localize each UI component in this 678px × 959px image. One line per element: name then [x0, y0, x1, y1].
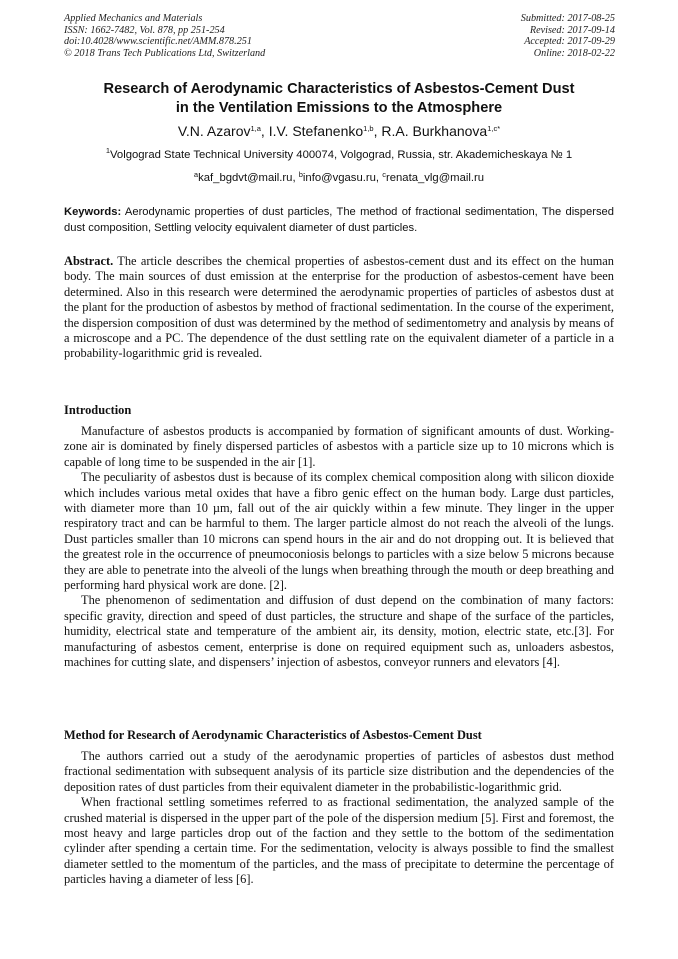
- method-heading: Method for Research of Aerodynamic Characteristics of Asbestos-Cement Dust: [64, 728, 482, 742]
- introduction-body: [64, 424, 614, 671]
- journal-info: [64, 13, 265, 59]
- date-revised: Revised: 2017-09-14: [529, 24, 615, 36]
- date-online: Online: 2018-02-22: [533, 47, 615, 59]
- email-mark: a: [193, 170, 199, 179]
- date-accepted: Accepted: 2017-09-29: [524, 36, 615, 48]
- email-link[interactable]: info@vgasu.ru: [302, 172, 376, 184]
- affiliation-mark: 1: [105, 146, 110, 155]
- author-separator: ,: [373, 123, 382, 139]
- journal-issn: ISSN: 1662-7482, Vol. 878, pp 251-254: [64, 24, 225, 36]
- author-affiliation-mark: 1,c*: [487, 124, 501, 133]
- affiliation: [64, 148, 614, 163]
- email-link[interactable]: kaf_bgdvt@mail.ru: [198, 172, 293, 184]
- journal-name: Applied Mechanics and Materials: [64, 13, 203, 24]
- author-name: V.N. Azarov: [177, 123, 251, 139]
- author-separator: ,: [260, 123, 269, 139]
- email-mark: c: [382, 170, 386, 179]
- title-line-2: in the Ventilation Emissions to the Atmosphere: [175, 100, 503, 116]
- paragraph: Manufacture of asbestos products is accompanied by formation of significant amounts of dust. Working-zone air is dominated by finely dispersed particles of asbestos with a particle size up to 10 microns which is capable of long time to be suspended in the air [1].: [64, 424, 614, 469]
- abstract-text: The article describes the chemical properties of asbestos-cement dust and its effect on the human body. The main sources of dust emission at the enterprise for the production of asbestos-cement have been determined. Also in this research were determined the aerodynamic properties of particles of asbestos dust at the plant for the production of asbestos by method of fractional sedimentation. In the course of the experiment, the dispersion composition of dust was determined by the method of sedimentometry and analysis by means of a microscope and a PC. The dependence of the dust settling rate on the equivalent diameter of a particle in a probability-logarithmic grid is revealed.: [64, 254, 614, 361]
- email-link[interactable]: renata_vlg@mail.ru: [385, 172, 485, 184]
- paragraph: The phenomenon of sedimentation and diffusion of dust depend on the combination of many factors: specific gravity, direction and speed of dust particles, the structure and shape of the surface of the particles, humidity, electrical state and temperature of the ambient air, its density, motion, electric state, etc.[3]. For manufacturing of asbestos cement, enterprise is done on required equipment such as, unloaders asbestos, machines for cutting slate, and dispensers’ injection of asbestos, conveyor runners and elevators [4].: [64, 593, 614, 670]
- affiliation-text: Volgograd State Technical University 400074, Volgograd, Russia, str. Akademicheskaya № 1: [110, 149, 573, 161]
- author-list: [64, 122, 614, 140]
- abstract-label: Abstract.: [64, 254, 114, 268]
- email-separator: ,: [292, 172, 299, 184]
- paper-title: [64, 80, 614, 118]
- author-affiliation-mark: 1,a: [250, 124, 261, 133]
- keywords-text: Aerodynamic properties of dust particles, The method of fractional sedimentation, The dispersed dust composition, Settling velocity equivalent diameter of dust particles.: [64, 206, 614, 234]
- email-separator: ,: [375, 172, 383, 184]
- publication-dates: [521, 13, 615, 59]
- method-body: [64, 749, 614, 888]
- date-submitted: Submitted: 2017-08-25: [520, 13, 615, 24]
- introduction-heading: Introduction: [64, 403, 132, 417]
- title-line-1: Research of Aerodynamic Characteristics of Asbestos-Cement Dust: [103, 81, 575, 97]
- keywords-block: [64, 205, 614, 236]
- paragraph: When fractional settling sometimes referred to as fractional sedimentation, the analyzed sample of the crushed material is dispersed in the upper part of the pole of the dispersion medium [5]. First and foremost, the most heavy and large particles drop out of the faction and they settle to the bottom of the sedimentation cylinder after spending a certain time. For the sedimentation, velocity is always possible to find the smallest diameter settled to the momentum of the particles, and the mass of precipitate to determine the percentage of particles having a diameter of less [6].: [64, 795, 614, 887]
- author-affiliation-mark: 1,b: [363, 124, 374, 133]
- author-name: I.V. Stefanenko: [268, 123, 364, 139]
- paragraph: The peculiarity of asbestos dust is because of its complex chemical composition along with silicon dioxide which includes various metal oxides that have a fibro genic effect on the human body. Large dust particles, with diameter more than 10 µm, fall out of the air quickly within a few minute. They linger in the upper respiratory tract and can be harmful to them. The larger particle almost do not reach the alveoli of the lungs. Dust particles smaller than 10 microns can spend hours in the air and do not dropping out. It is believed that the greatest role in the occurrence of pneumoconiosis belongs to particles with a size below 5 microns because they are able to penetrate into the alveoli of the lungs when breathing through the mouth or deep breathing and performing hard physical work are done. [2].: [64, 470, 614, 593]
- journal-copyright: © 2018 Trans Tech Publications Ltd, Switzerland: [64, 47, 266, 59]
- paragraph: The authors carried out a study of the aerodynamic properties of particles of asbestos dust method fractional sedimentation with subsequent analysis of its particle size distribution and the dependencies of the deposition rates of dust particles from their equivalent diameter in the probabilistic-logarithmic grid.: [64, 749, 614, 794]
- email-mark: b: [298, 170, 303, 179]
- journal-doi: doi:10.4028/www.scientific.net/AMM.878.251: [64, 36, 252, 48]
- author-name: R.A. Burkhanova: [381, 123, 488, 139]
- email-list: [64, 171, 614, 186]
- abstract-block: [64, 254, 614, 362]
- keywords-label: Keywords:: [64, 206, 122, 218]
